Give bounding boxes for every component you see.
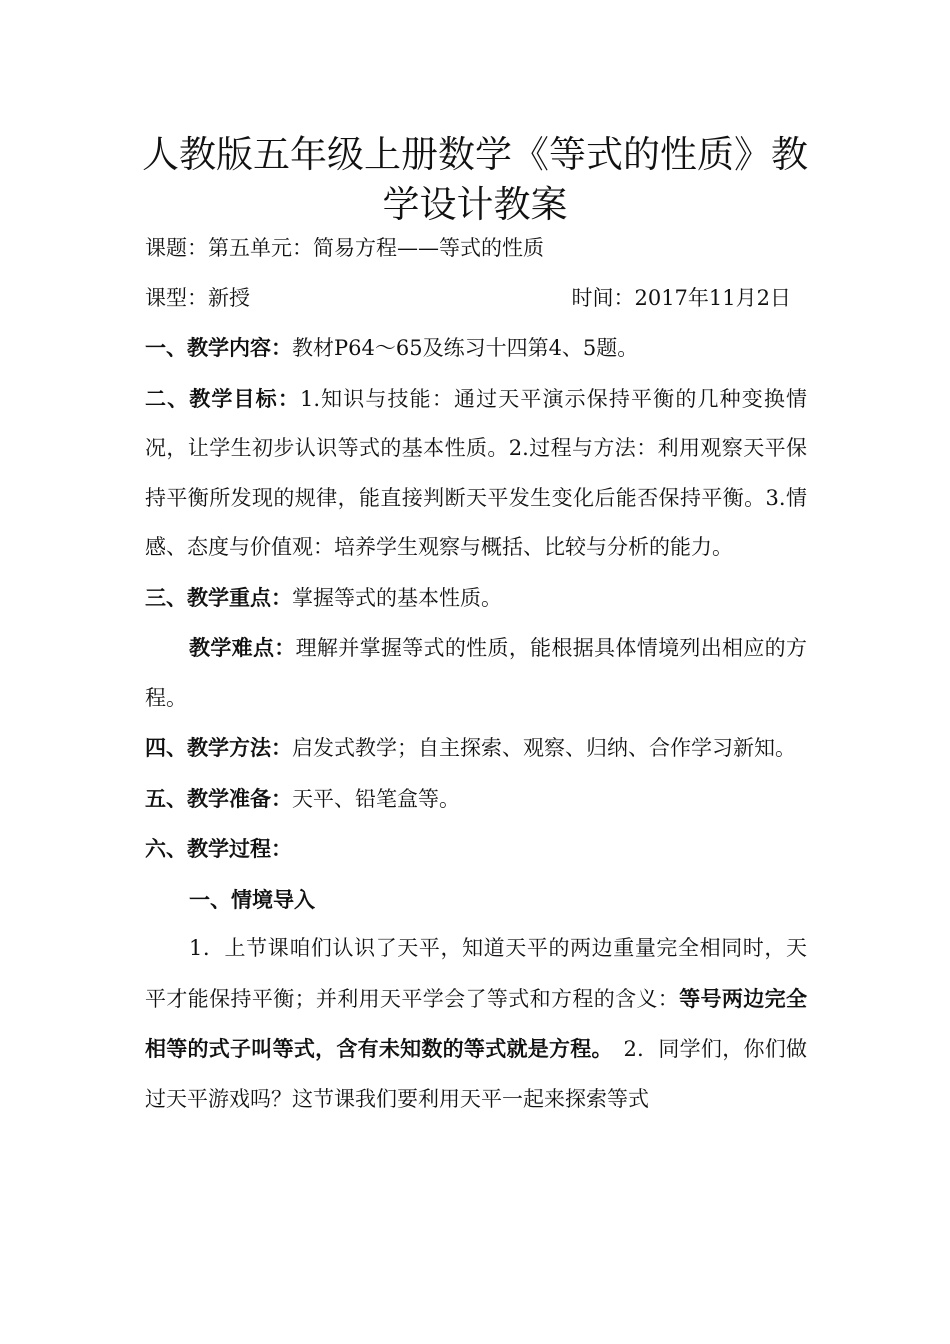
section-label: 一、教学内容： bbox=[145, 335, 292, 360]
section-text: 天平、铅笔盒等。 bbox=[292, 786, 460, 811]
section-text: 掌握等式的基本性质。 bbox=[292, 585, 502, 610]
section-text: 理解并掌握等式的性质，能根据具体情境列出相应的方程。 bbox=[145, 636, 808, 710]
paragraph-emphasis: 等号两边完全相等的式子叫等式，含有未知数的等式就是方程。 bbox=[145, 985, 808, 1061]
lesson-type: 课型：新授 bbox=[145, 285, 250, 310]
section-teaching-content bbox=[145, 323, 807, 374]
section-preparation bbox=[145, 774, 807, 825]
section-label: 五、教学准备： bbox=[145, 785, 292, 811]
process-paragraph bbox=[145, 924, 807, 1124]
title-line-2: 学设计教案 bbox=[382, 183, 568, 226]
section-text: 教材P64～65及练习十四第4、5题。 bbox=[292, 336, 639, 360]
lesson-type-row bbox=[145, 274, 807, 324]
title-line-1: 人教版五年级上册数学《等式的性质》教 bbox=[142, 133, 808, 176]
section-process bbox=[145, 824, 807, 875]
subsection-heading: 一、情境导入 bbox=[189, 886, 315, 912]
paragraph-tail: 2．同学们，你们做过天平游戏吗？这节课我们要利用天平一起来探索等式 bbox=[145, 1037, 807, 1111]
section-label: 六、教学过程： bbox=[145, 836, 292, 861]
section-difficulty bbox=[145, 623, 807, 723]
paragraph-text: 1．上节课咱们认识了天平，知道天平的两边重量完全相同时，天平才能保持平衡；并利用天平学会了等式和方程的含义： bbox=[145, 936, 807, 1011]
section-label: 二、教学目标： bbox=[145, 385, 300, 411]
document-title bbox=[130, 130, 820, 230]
section-teaching-goals bbox=[145, 374, 807, 573]
section-label: 四、教学方法： bbox=[145, 735, 292, 760]
section-label: 三、教学重点： bbox=[145, 584, 292, 610]
section-label: 教学难点： bbox=[189, 635, 296, 660]
section-text: 启发式教学；自主探索、观察、归纳、合作学习新知。 bbox=[292, 736, 796, 760]
section-text: 1.知识与技能：通过天平演示保持平衡的几种变换情况，让学生初步认识等式的基本性质。2.过程与方法：利用观察天平保持平衡所发现的规律，能直接判断天平发生变化后能否保持平衡。3.情感、态度与价值观：培养学生观察与概括、比较与分析的能力。 bbox=[145, 386, 808, 559]
lesson-time: 时间：2017年11月2日 bbox=[571, 285, 791, 310]
section-key-points bbox=[145, 573, 807, 624]
section-teaching-method bbox=[145, 723, 807, 774]
document-body bbox=[145, 224, 807, 1124]
topic-line: 课题：第五单元：简易方程——等式的性质 bbox=[145, 236, 544, 260]
